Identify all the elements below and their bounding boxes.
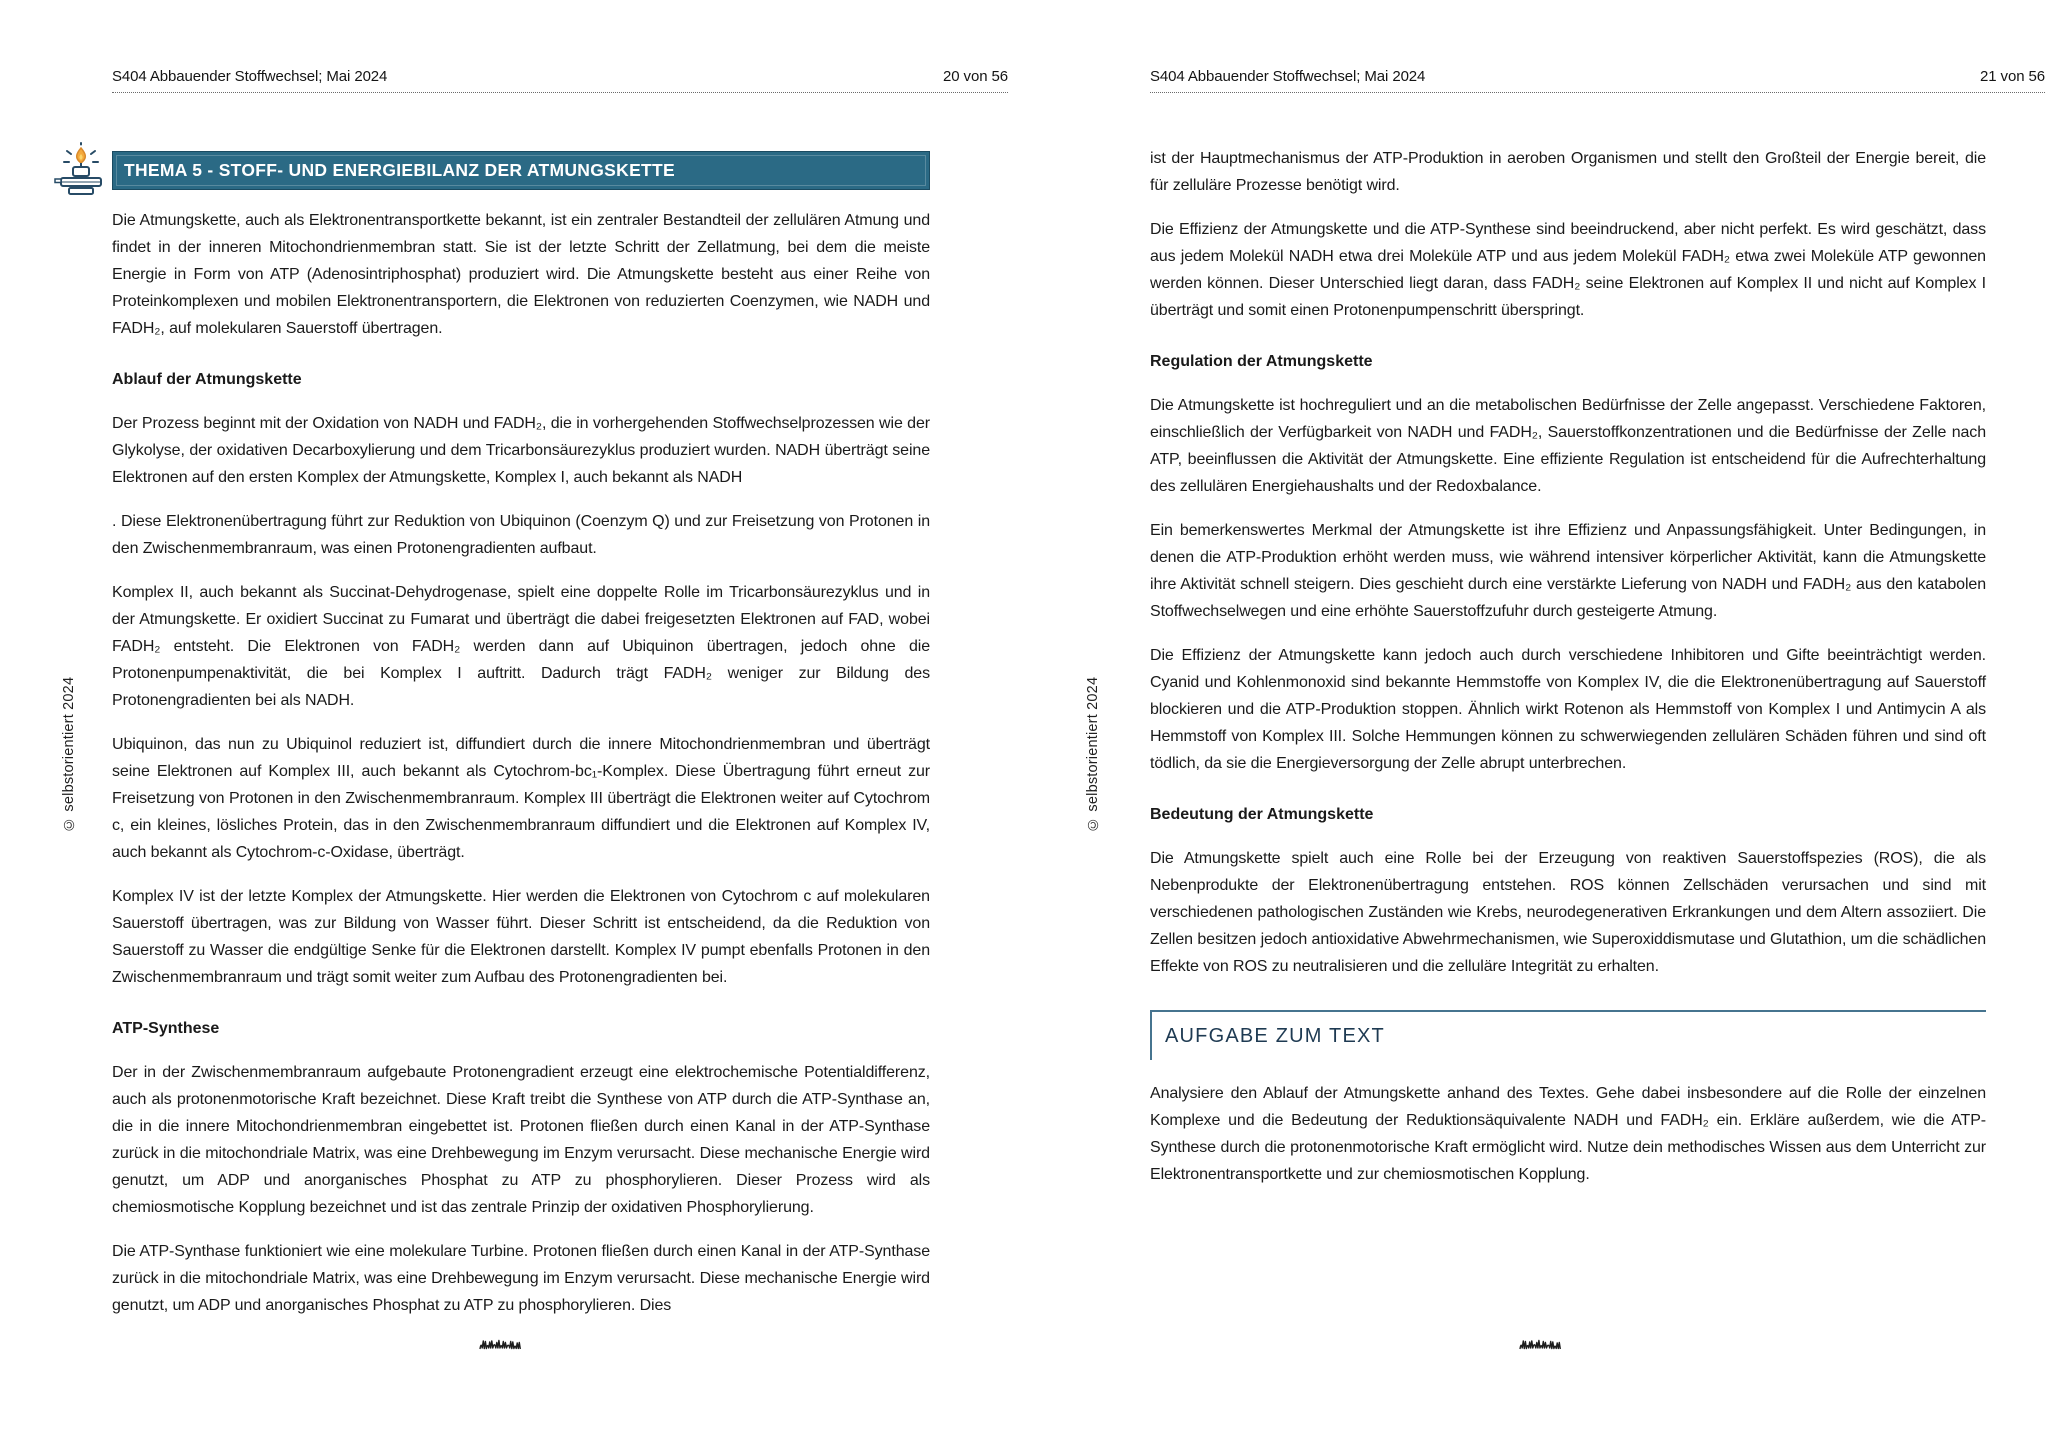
signature-scribble: [478, 1336, 530, 1356]
body-paragraph: Die Effizienz der Atmungskette kann jedoch auch durch verschiedene Inhibitoren und Gifte beeinträchtigt werden. Cyanid und Kohlenmonoxid sind bekannte Hemmstoffe von Komplex IV, die die Elektronenübertragung auf Sauerstoff blockieren und die ATP-Produktion stoppen. Ähnlich wirkt Rotenon als Hemmstoff von Komplex I und Antimycin A als Hemmstoff von Komplex III. Solche Hemmungen können zu schwerwiegenden zellulären Schäden führen und sind oft tödlich, da sie die Energieversorgung der Zelle abrupt unterbrechen.: [1150, 647, 1986, 772]
body-paragraph: Die Atmungskette spielt auch eine Rolle bei der Erzeugung von reaktiven Sauerstoffspezies (ROS), die als Nebenprodukte der Elektronenübertragung entstehen. ROS können Zellschäden verursachen und sind mit verschiedenen pathologischen Zuständen wie Krebs, neurodegenerativen Erkrankungen und dem Altern assoziiert. Die Zellen besitzen jedoch antioxidative Abwehrmechanismen, wie Superoxiddismutase und Glutathion, um die schädlichen Effekte von ROS zu neutralisieren und die zelluläre Integrität zu erhalten.: [1150, 850, 1986, 975]
page-number: 20 von 56: [943, 68, 1008, 85]
body-paragraph: ist der Hauptmechanismus der ATP-Produktion in aeroben Organismen und stellt den Großteil der Energie bereit, die für zelluläre Prozesse benötigt wird.: [1150, 150, 1986, 194]
task-box-title: AUFGABE ZUM TEXT: [1165, 1025, 1385, 1047]
page-number: 21 von 56: [1980, 68, 2045, 85]
topic-title: THEMA 5 - STOFF- UND ENERGIEBILANZ DER ATMUNGSKETTE: [124, 160, 675, 180]
page-header: [112, 68, 1008, 93]
body-paragraph: Komplex IV ist der letzte Komplex der Atmungskette. Hier werden die Elektronen von Cytochrom c auf molekularen Sauerstoff übertragen, was zur Bildung von Wasser führt. Dieser Schritt ist entscheidend, da die Reduktion von Sauerstoff zu Wasser die endgültige Senke für die Elektronen darstellt. Komplex IV pumpt ebenfalls Protonen in den Zwischenmembranraum und trägt somit weiter zum Aufbau des Protonengradienten bei.: [112, 888, 930, 986]
copyright-vertical: © selbstorientiert 2024: [1085, 676, 1101, 832]
task-box: [1150, 1010, 1986, 1060]
body-paragraph: Ein bemerkenswertes Merkmal der Atmungskette ist ihre Effizienz und Anpassungsfähigkeit. Unter Bedingungen, in denen die ATP-Produktion erhöht werden muss, wie während intensiver körperlicher Aktivität, kann die Atmungskette ihre Aktivität schnell steigern. Dies geschieht durch eine verstärkte Lieferung von NADH und FADH₂ aus den katabolen Stoffwechselwegen und eine erhöhte Sauerstoffzufuhr durch gesteigerte Atmung.: [1150, 522, 1986, 620]
body-paragraph: Der in der Zwischenmembranraum aufgebaute Protonengradient erzeugt eine elektrochemische Potentialdifferenz, auch als protonenmotorische Kraft bezeichnet. Diese Kraft treibt die Synthese von ATP durch die ATP-Synthase an, die in die innere Mitochondrienmembran eingebettet ist. Protonen fließen durch einen Kanal in der ATP-Synthase zurück in die mitochondriale Matrix, was eine Drehbewegung im Enzym verursacht. Diese mechanische Energie wird genutzt, um ADP und anorganisches Phosphat zu ATP zu phosphorylieren. Dieser Prozess wird als chemiosmotische Kopplung bezeichnet und ist das zentrale Prinzip der oxidativen Phosphorylierung.: [112, 1064, 930, 1216]
page2-content: [1150, 128, 1986, 1205]
body-paragraph: Die ATP-Synthase funktioniert wie eine molekulare Turbine. Protonen fließen durch einen Kanal in der ATP-Synthase zurück in die mitochondriale Matrix, was eine Drehbewegung im Enzym verursacht. Diese mechanische Energie wird genutzt, um ADP und anorganisches Phosphat zu ATP zu phosphorylieren. Dies: [112, 1243, 930, 1314]
page2-text-blocks: [1150, 145, 1986, 980]
page1-content: [112, 190, 930, 1336]
candle-icon: [52, 142, 110, 202]
body-paragraph: Die Atmungskette, auch als Elektronentransportkette bekannt, ist ein zentraler Bestandteil der zellulären Atmung und findet in der inneren Mitochondrienmembran statt. Sie ist der letzte Schritt der Zellatmung, bei dem die meiste Energie in Form von ATP (Adenosintriphosphat) produziert wird. Die Atmungskette besteht aus einer Reihe von Proteinkomplexen und mobilen Elektronentransportern, die Elektronen von reduzierten Coenzymen, wie NADH und FADH₂, auf molekularen Sauerstoff übertragen.: [112, 212, 930, 337]
body-paragraph: . Diese Elektronenübertragung führt zur Reduktion von Ubiquinon (Coenzym Q) und zur Freisetzung von Protonen in den Zwischenmembranraum, was einen Protonengradienten aufbaut.: [112, 513, 930, 557]
body-paragraph: Der Prozess beginnt mit der Oxidation von NADH und FADH₂, die in vorhergehenden Stoffwechselprozessen wie der Glykolyse, der oxidativen Decarboxylierung und dem Tricarbonsäurezyklus produziert wurden. NADH überträgt seine Elektronen auf den ersten Komplex der Atmungskette, Komplex I, auch bekannt als NADH: [112, 415, 930, 486]
body-paragraph: Die Atmungskette ist hochreguliert und an die metabolischen Bedürfnisse der Zelle angepasst. Verschiedene Faktoren, einschließlich der Verfügbarkeit von NADH und FADH₂, Sauerstoffkonzentrationen und die Bedürfnisse der Zelle nach ATP, beeinflussen die Aktivität der Atmungskette. Eine effiziente Regulation ist entscheidend für die Aufrechterhaltung des zellulären Energiehaushalts und der Redoxbalance.: [1150, 397, 1986, 495]
page-right: [1024, 0, 2048, 1448]
section-heading: Ablauf der Atmungskette: [112, 371, 302, 388]
topic-title-banner: [112, 151, 930, 190]
body-paragraph: Die Effizienz der Atmungskette und die ATP-Synthese sind beeindruckend, aber nicht perfekt. Es wird geschätzt, dass aus jedem Molekül NADH etwa drei Moleküle ATP und aus jedem Molekül FADH₂ etwa zwei Moleküle ATP gewonnen werden können. Dieser Unterschied liegt daran, dass FADH₂ seine Elektronen auf Komplex II und nicht auf Komplex I überträgt und somit einen Protonenpumpenschritt überspringt.: [1150, 221, 1986, 319]
task-body-paragraph: Analysiere den Ablauf der Atmungskette anhand des Textes. Gehe dabei insbesondere auf die Rolle der einzelnen Komplexe und die Bedeutung der Reduktionsäquivalente NADH und FADH₂ ein. Erkläre außerdem, wie die ATP-Synthese durch die protonenmotorische Kraft ermöglicht wird. Nutze dein methodisches Wissen aus dem Unterricht zur Elektronentransportkette und zur chemiosmotischen Kopplung.: [1150, 1085, 1986, 1183]
page-header: [1150, 68, 2045, 93]
body-paragraph: Ubiquinon, das nun zu Ubiquinol reduziert ist, diffundiert durch die innere Mitochondrienmembran und überträgt seine Elektronen auf Komplex III, auch bekannt als Cytochrom-bc₁-Komplex. Diese Übertragung führt erneut zur Freisetzung von Protonen in den Zwischenmembranraum. Komplex III überträgt die Elektronen weiter auf Cytochrom c, ein kleines, lösliches Protein, das in den Zwischenmembranraum diffundiert und die Elektronen auf Komplex IV, auch bekannt als Cytochrom-c-Oxidase, überträgt.: [112, 736, 930, 861]
header-doc-title: S404 Abbauender Stoffwechsel; Mai 2024: [1150, 68, 1426, 85]
section-heading: Regulation der Atmungskette: [1150, 353, 1373, 370]
section-heading: ATP-Synthese: [112, 1020, 220, 1037]
copyright-vertical: © selbstorientiert 2024: [61, 676, 77, 832]
signature-scribble: [1518, 1336, 1570, 1356]
body-paragraph: Komplex II, auch bekannt als Succinat-Dehydrogenase, spielt eine doppelte Rolle im Tricarbonsäurezyklus und in der Atmungskette. Er oxidiert Succinat zu Fumarat und überträgt die dabei freigesetzten Elektronen auf FAD, wobei FADH₂ entsteht. Die Elektronen von FADH₂ werden dann auf Ubiquinon übertragen, jedoch ohne die Protonenpumpenaktivität, die bei Komplex I auftritt. Dadurch trägt FADH₂ weniger zur Bildung des Protonengradienten bei als NADH.: [112, 584, 930, 709]
section-heading: Bedeutung der Atmungskette: [1150, 806, 1374, 823]
header-doc-title: S404 Abbauender Stoffwechsel; Mai 2024: [112, 68, 388, 85]
